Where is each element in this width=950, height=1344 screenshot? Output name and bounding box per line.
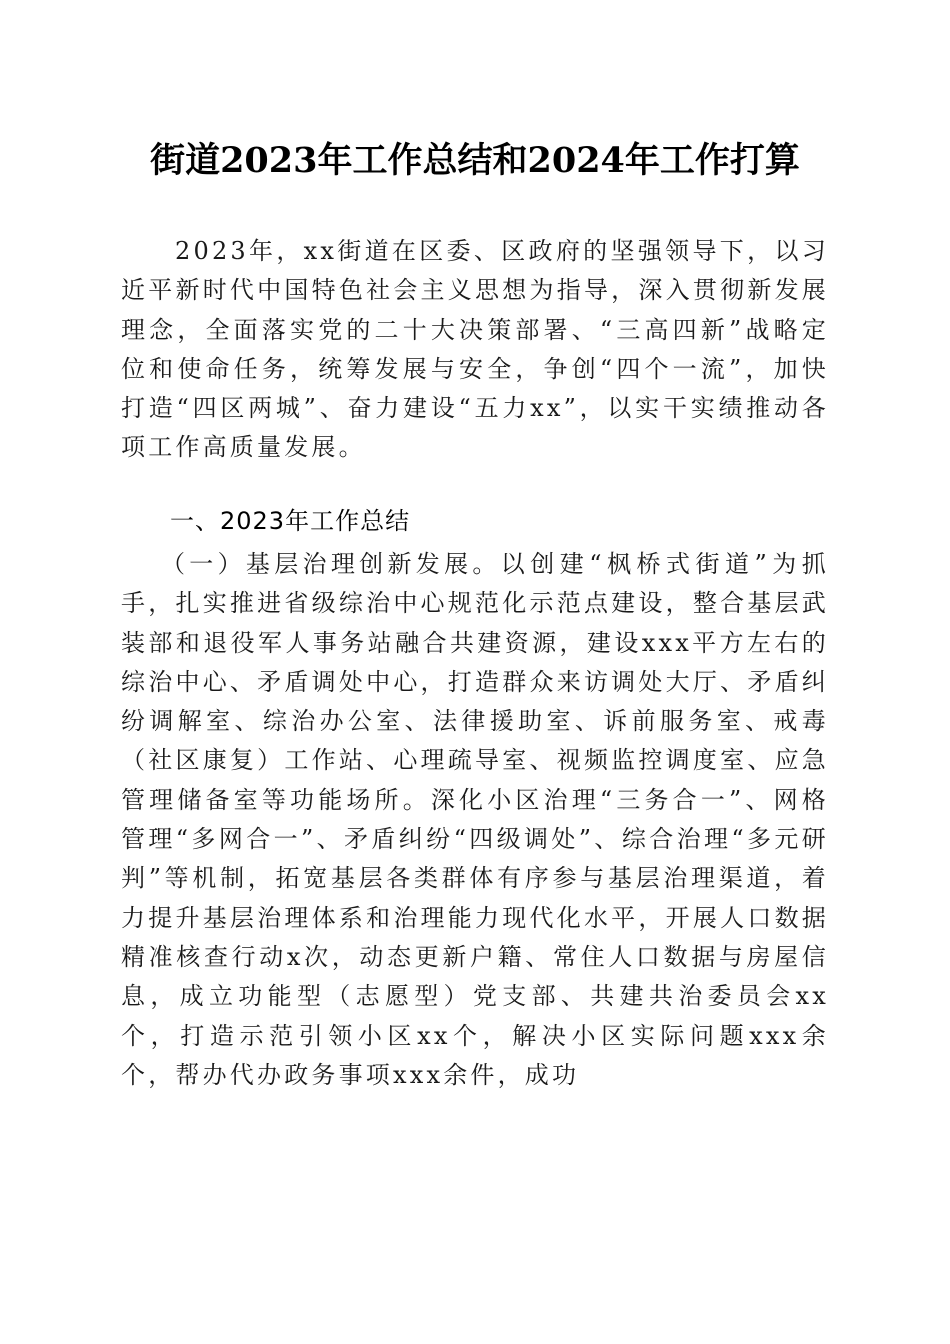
subsection-heading: （一）基层治理创新发展。 [161, 550, 501, 578]
intro-paragraph: 2023年，xx街道在区委、区政府的坚强领导下，以习近平新时代中国特色社会主义思想为指导，深入贯彻新发展理念，全面落实党的二十大决策部署、“三高四新”战略定位和使命任务，统筹发展与安全，争创“四个一流”，加快打造“四区两城”、奋力建设“五力xx”，以实干实绩推动各项工作高质量发展。 [121, 237, 829, 462]
document-title: 街道2023年工作总结和2024年工作打算 [150, 140, 800, 181]
subsection-paragraph [121, 545, 829, 1095]
subsection-body: 以创建“枫桥式街道”为抓手，扎实推进省级综治中心规范化示范点建设，整合基层武装部和退役军人事务站融合共建资源，建设xxx平方左右的综治中心、矛盾调处中心，打造群众来访调处大厅、矛盾纠纷调解室、综治办公室、法律援助室、诉前服务室、戒毒（社区康复）工作站、心理疏导室、视频监控调度室、应急管理储备室等功能场所。深化小区治理“三务合一”、网格管理“多网合一”、矛盾纠纷“四级调处”、综合治理“多元研判”等机制，拓宽基层各类群体有序参与基层治理渠道，着力提升基层治理体系和治理能力现代化水平，开展人口数据精准核查行动x次，动态更新户籍、常住人口数据与房屋信息，成立功能型（志愿型）党支部、共建共治委员会xx个，打造示范引领小区xx个，解决小区实际问题xxx余个，帮办代办政务事项xxx余件，成功 [121, 550, 829, 1089]
section-heading: 一、2023年工作总结 [170, 507, 411, 535]
